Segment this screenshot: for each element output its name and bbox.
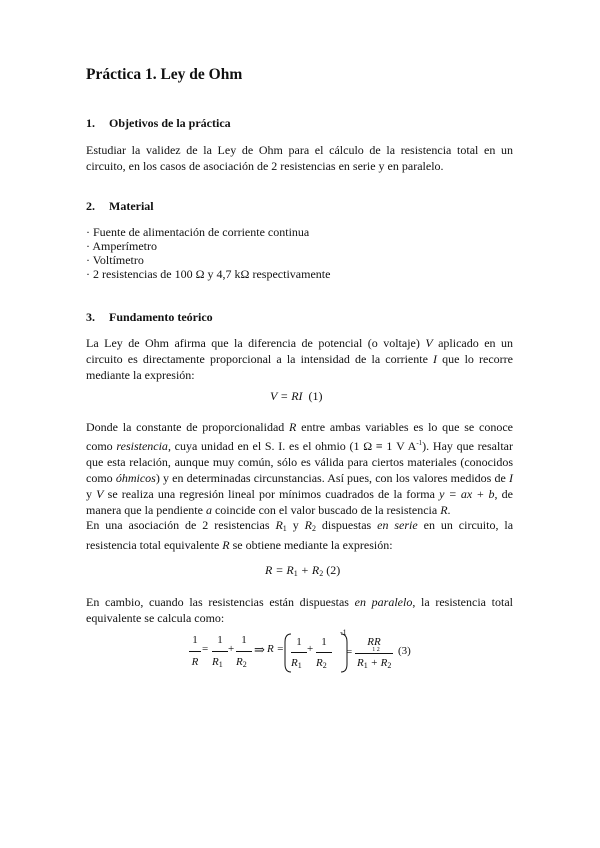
subscript: 1	[218, 660, 223, 669]
fundamento-paragraph-1	[86, 335, 513, 383]
text-run: La Ley de Ohm afirma que la diferencia de potencial (o voltaje)	[86, 336, 426, 350]
variable-R1: R	[357, 657, 364, 669]
eq3-plus: +	[228, 643, 235, 655]
eq3-fraction-bar	[212, 651, 228, 652]
material-item: · Fuente de alimentación de corriente continua	[86, 225, 310, 239]
text-run: aplicado en un circuito es directamente proporcional a la intensidad de la corriente	[86, 336, 513, 366]
eq3-denominator	[316, 657, 327, 670]
material-list	[86, 225, 330, 281]
eq3-fraction-bar	[236, 651, 252, 652]
variable-R2: R	[236, 656, 243, 668]
eq3-lhs: R =	[267, 643, 284, 655]
eq3-numerator: 1	[217, 634, 223, 646]
text-run: entre ambas variables es lo que se conoce como	[86, 420, 513, 453]
equation-body: V = RI	[270, 389, 303, 403]
section-heading-fundamento	[86, 310, 213, 325]
eq3-denominator: R	[191, 656, 199, 668]
section-number: 1.	[86, 116, 95, 130]
equation-2	[265, 563, 340, 578]
text-run: se obtiene mediante la expresión:	[229, 538, 393, 552]
eq3-numerator: 1	[296, 636, 302, 648]
text-run: En una asociación de 2 resistencias	[86, 518, 276, 532]
text-run: coincide con el valor buscado de la resistencia	[211, 503, 441, 517]
text-run: .	[447, 503, 451, 517]
variable-I: I	[509, 471, 513, 485]
subscript: 1	[363, 661, 368, 670]
eq3-denominator	[291, 657, 302, 670]
subscript: 2	[322, 661, 327, 670]
material-item: · Amperímetro	[86, 239, 157, 253]
eq3-equals: =	[346, 646, 353, 658]
objetivos-paragraph	[86, 142, 513, 174]
equation-body: + R	[297, 563, 320, 577]
eq3-fraction-bar	[316, 652, 332, 653]
term-ohmicos: óhmicos	[115, 471, 156, 485]
variable-I: I	[433, 352, 438, 366]
variable-R1: R	[275, 518, 283, 532]
eq3-exponent: -1	[340, 628, 347, 637]
section-number: 3.	[86, 310, 95, 324]
variable-R: R	[440, 503, 448, 517]
term-resistencia: resistencia	[116, 439, 168, 453]
material-item: · Voltímetro	[86, 253, 144, 267]
eq3-numerator: 1	[241, 634, 247, 646]
subscript: 1	[282, 524, 287, 533]
eq3-denominator	[357, 657, 391, 670]
fundamento-paragraph-4	[86, 594, 513, 626]
eq3-equals: =	[202, 643, 209, 655]
text-run: , cuya unidad en el S. I. es el ohmio (1 Ω ≡ 1 V A	[167, 439, 417, 453]
equation-number: (3)	[398, 645, 411, 657]
text-run: ). Hay que resaltar que esta relación, aunque muy común, sólo es válida para ciertos materiales (conocidos como	[86, 439, 513, 485]
term-en-serie: en serie	[377, 518, 418, 532]
eq3-denominator	[212, 656, 223, 669]
variable-R2: R	[304, 518, 312, 532]
text-run: que lo recorre mediante la expresión:	[86, 352, 513, 382]
objetivos-line-1: Estudiar la validez de la Ley de Ohm para el cálculo de la resistencia total en un	[86, 143, 513, 157]
equation-1	[270, 389, 323, 404]
subscript: 2	[387, 661, 392, 670]
text-run: en un circuito, la resistencia total equivalente	[86, 518, 514, 552]
text-run: se realiza una regresión lineal por mínimos cuadrados de la forma	[103, 487, 440, 501]
eq3-fraction-bar	[355, 653, 393, 654]
variable-R: R	[222, 538, 230, 552]
eq3-fraction-bar	[189, 651, 201, 652]
text-run: Donde la constante de proporcionalidad	[86, 420, 290, 434]
eq3-fraction-bar	[291, 652, 307, 653]
objetivos-line-2: circuito, en los casos de asociación de 2 resistencias en serie y en paralelo.	[86, 159, 444, 173]
section-heading-material	[86, 199, 154, 214]
implies-arrow: ⇒	[254, 642, 265, 657]
section-number: 2.	[86, 199, 95, 213]
subscript: 1	[297, 661, 302, 670]
section-title: Objetivos de la práctica	[109, 116, 231, 130]
variable-R: R	[289, 420, 297, 434]
variable-R1: R	[291, 657, 298, 669]
subscript: 2	[311, 524, 316, 533]
section-title: Material	[109, 199, 154, 213]
text-run: dispuestas	[315, 518, 378, 532]
text-run: , de manera que la pendiente	[86, 487, 514, 517]
subscript: 2	[242, 660, 247, 669]
eq3-numerator: RR	[367, 636, 381, 648]
fundamento-paragraph-3	[86, 517, 513, 553]
fundamento-paragraph-2	[86, 419, 513, 518]
equation-number: (2)	[326, 563, 341, 577]
subscript: 1	[293, 569, 298, 578]
variable-R2: + R	[367, 657, 388, 669]
text-run: y	[286, 518, 305, 532]
text-run: En cambio, cuando las resistencias están dispuestas	[86, 595, 355, 609]
eq3-plus: +	[307, 643, 314, 655]
section-title: Fundamento teórico	[109, 310, 213, 324]
equation-number: (1)	[308, 389, 323, 403]
term-en-paralelo: en paralelo	[354, 595, 413, 609]
exponent: -1	[416, 439, 423, 447]
equation-body: R = R	[265, 563, 294, 577]
variable-V: V	[96, 487, 104, 501]
material-item: · 2 resistencias de 100 Ω y 4,7 kΩ respectivamente	[86, 267, 331, 281]
variable-a: a	[205, 503, 212, 517]
eq3-denominator	[236, 656, 247, 669]
subscript: 2	[319, 569, 324, 578]
eq3-numerator: 1	[192, 634, 198, 646]
section-heading-objetivos	[86, 116, 231, 131]
variable-V: V	[425, 336, 433, 350]
text-run: y	[86, 487, 97, 501]
eq3-numerator-subscripts: 1 2	[372, 647, 380, 653]
eq3-numerator: 1	[321, 636, 327, 648]
regression-form: y = ax + b	[439, 487, 495, 501]
text-run: ) y en determinadas circunstancias. Así pues, con los valores medidos de	[155, 471, 509, 485]
document-title: Práctica 1. Ley de Ohm	[86, 66, 243, 83]
variable-R2: R	[316, 657, 323, 669]
variable-R1: R	[212, 656, 219, 668]
text-run: , la resistencia total equivalente se calcula como:	[86, 595, 513, 625]
